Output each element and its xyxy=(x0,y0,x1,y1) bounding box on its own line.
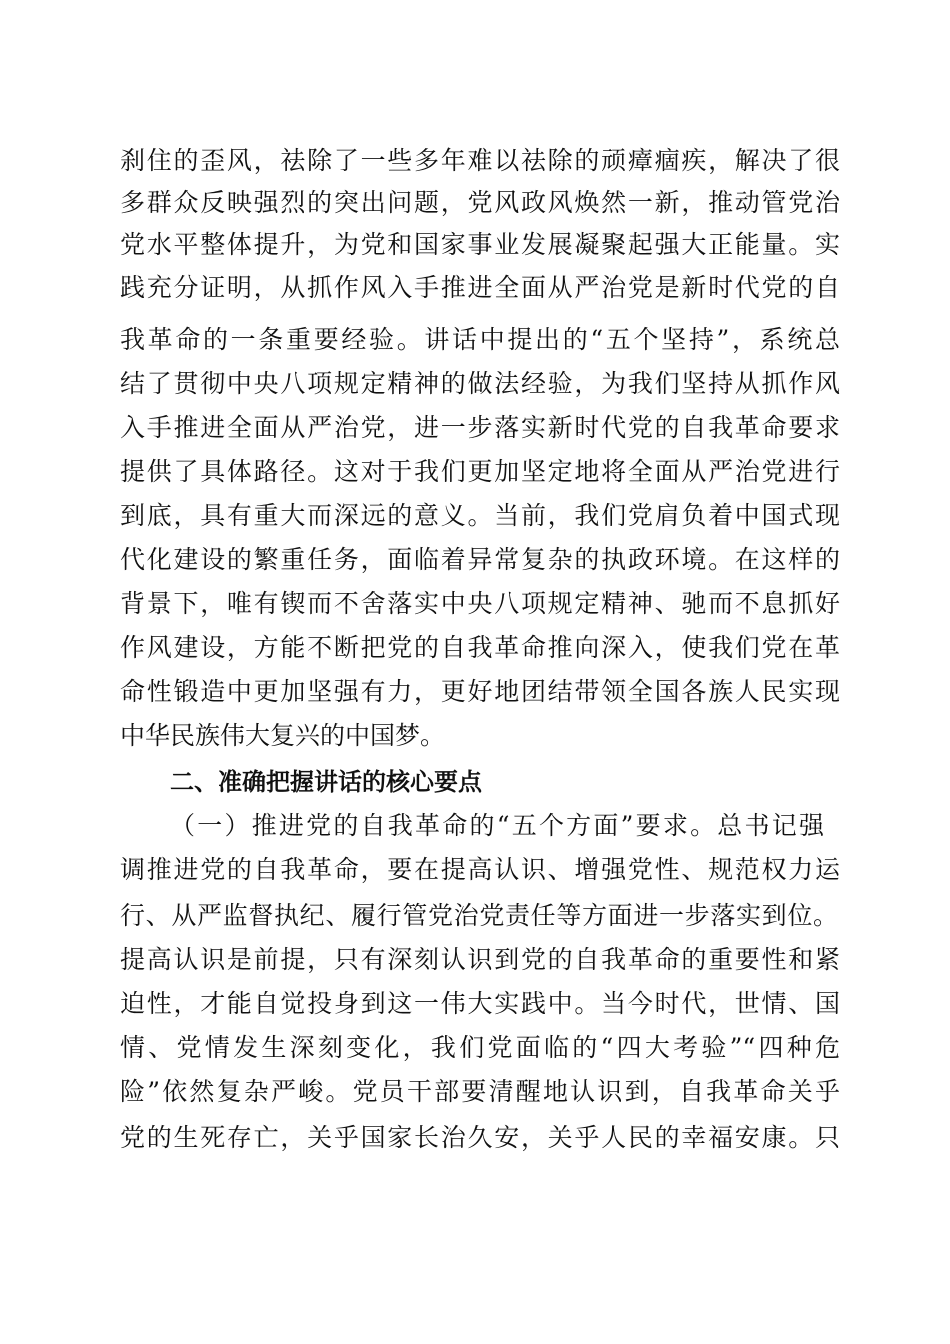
paragraph-line: 背景下，唯有锲而不舍落实中央八项规定精神、驰而不息抓好 xyxy=(120,589,840,618)
paragraph-line: 提高认识是前提，只有深刻认识到党的自我革命的重要性和紧 xyxy=(120,945,840,974)
paragraph-line: 调推进党的自我革命，要在提高认识、增强党性、规范权力运 xyxy=(120,855,840,884)
paragraph-line: 情、党情发生深刻变化，我们党面临的“四大考验”“四种危 xyxy=(120,1033,840,1062)
section-heading: 二、准确把握讲话的核心要点 xyxy=(170,768,482,796)
paragraph-line: 党水平整体提升，为党和国家事业发展凝聚起强大正能量。实 xyxy=(120,230,840,259)
paragraph-line: 作风建设，方能不断把党的自我革命推向深入，使我们党在革 xyxy=(120,633,840,662)
paragraph-line: 险”依然复杂严峻。党员干部要清醒地认识到，自我革命关乎 xyxy=(120,1077,840,1106)
paragraph-line: 多群众反映强烈的突出问题，党风政风焕然一新，推动管党治 xyxy=(120,188,840,217)
paragraph-line: 到底，具有重大而深远的意义。当前，我们党肩负着中国式现 xyxy=(120,501,840,530)
paragraph-line: 行、从严监督执纪、履行管党治党责任等方面进一步落实到位。 xyxy=(120,901,838,930)
paragraph-line: 党的生死存亡，关乎国家长治久安，关乎人民的幸福安康。只 xyxy=(120,1123,840,1152)
paragraph-line: 践充分证明，从抓作风入手推进全面从严治党是新时代党的自 xyxy=(120,273,840,302)
paragraph-line: 刹住的歪风，祛除了一些多年难以祛除的顽瘴痼疾，解决了很 xyxy=(120,146,840,175)
paragraph-line: （一）推进党的自我革命的“五个方面”要求。总书记强 xyxy=(170,811,824,840)
paragraph-line: 迫性，才能自觉投身到这一伟大实践中。当今时代，世情、国 xyxy=(120,989,840,1018)
paragraph-line: 我革命的一条重要经验。讲话中提出的“五个坚持”，系统总 xyxy=(120,325,840,354)
paragraph-line: 入手推进全面从严治党，进一步落实新时代党的自我革命要求 xyxy=(120,413,840,442)
paragraph-line: 代化建设的繁重任务，面临着异常复杂的执政环境。在这样的 xyxy=(120,545,840,574)
paragraph-line: 提供了具体路径。这对于我们更加坚定地将全面从严治党进行 xyxy=(120,457,840,486)
paragraph-line: 中华民族伟大复兴的中国梦。 xyxy=(120,721,446,750)
paragraph-line: 命性锻造中更加坚强有力，更好地团结带领全国各族人民实现 xyxy=(120,677,840,706)
paragraph-line: 结了贯彻中央八项规定精神的做法经验，为我们坚持从抓作风 xyxy=(120,369,840,398)
